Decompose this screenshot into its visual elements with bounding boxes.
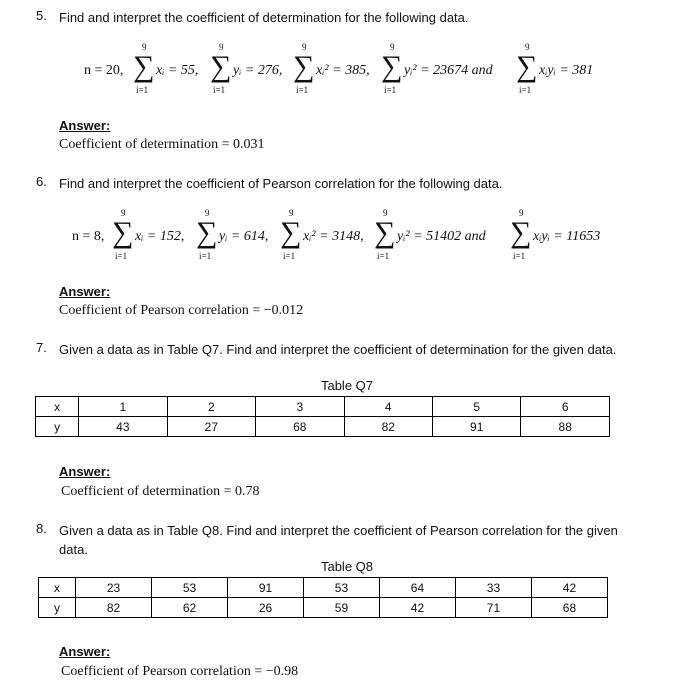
q5-sum3-upper: 9 [302, 42, 307, 52]
q8-answer: Coefficient of Pearson correlation = −0.98 [61, 664, 299, 679]
q8-x-cell: 42 [531, 578, 607, 598]
q5-sum1-upper: 9 [142, 42, 147, 52]
q5-sum2-sigma: ∑ [210, 50, 232, 83]
q8-text: Given a data as in Table Q8. Find and interpret the coefficient of Pearson correlation for the given data. [59, 523, 618, 557]
q7-answer: Coefficient of determination = 0.78 [61, 484, 260, 499]
q7-x-cell: 3 [256, 397, 344, 417]
q7-y-cell: 88 [521, 417, 610, 437]
q6-term1: xᵢ = 152, [135, 229, 185, 244]
q7-y-cell: 27 [167, 417, 255, 437]
q8-y-cell: 71 [455, 598, 531, 618]
q6-sum3-lower: i=1 [283, 251, 296, 261]
q6-answer-label: Answer: [59, 284, 111, 299]
q7-y-cell: 68 [256, 417, 344, 437]
q6-term4: yᵢ² = 51402 and [397, 229, 486, 244]
q6-term2: yᵢ = 614, [219, 229, 269, 244]
q5-term1: xᵢ = 55, [156, 63, 199, 78]
q7-y-cell: 91 [433, 417, 521, 437]
q7-text: Given a data as in Table Q7. Find and interpret the coefficient of determination for the given data. [59, 342, 617, 357]
q7-number: 7. [36, 340, 47, 355]
q8-answer-label: Answer: [59, 644, 111, 659]
q7-y-label: y [36, 417, 79, 437]
q8-y-cell: 62 [152, 598, 228, 618]
q8-x-cell: 33 [455, 578, 531, 598]
q5-sum3-lower: i=1 [296, 85, 309, 95]
q7-x-cell: 1 [79, 397, 167, 417]
q5-text: Find and interpret the coefficient of determination for the following data. [59, 10, 469, 25]
q5-sum4-lower: i=1 [384, 85, 397, 95]
q6-sum1-sigma: ∑ [112, 216, 134, 249]
q5-answer-label: Answer: [59, 118, 111, 133]
q6-sum2-upper: 9 [205, 208, 210, 218]
q8-y-cell: 42 [379, 598, 455, 618]
q7-x-label: x [36, 397, 79, 417]
q8-x-cell: 64 [379, 578, 455, 598]
q6-sum4-sigma: ∑ [374, 216, 396, 249]
q5-sum4-upper: 9 [390, 42, 395, 52]
q7-x-cell: 5 [433, 397, 521, 417]
q8-y-label: y [39, 598, 76, 618]
q7-x-cell: 4 [344, 397, 432, 417]
q6-sum4-lower: i=1 [377, 251, 390, 261]
q6-sum1-lower: i=1 [115, 251, 128, 261]
q5-sum2-upper: 9 [219, 42, 224, 52]
q7-answer-label: Answer: [59, 464, 111, 479]
q6-sum3-sigma: ∑ [280, 216, 302, 249]
q7-table-row-x [36, 397, 610, 417]
q5-sum1-sigma: ∑ [133, 50, 155, 83]
q6-sum2-lower: i=1 [199, 251, 212, 261]
q6-number: 6. [36, 174, 47, 189]
q6-sum1-upper: 9 [121, 208, 126, 218]
q7-x-cell: 2 [167, 397, 255, 417]
q8-table-row-x [39, 578, 608, 598]
q8-table-caption: Table Q8 [320, 559, 374, 574]
q6-n: n = 8, [72, 229, 105, 244]
q5-sum1-lower: i=1 [136, 85, 149, 95]
q8-x-cell: 91 [228, 578, 304, 598]
q5-answer: Coefficient of determination = 0.031 [59, 137, 265, 152]
q7-x-cell: 6 [521, 397, 610, 417]
q5-sum5-lower: i=1 [519, 85, 532, 95]
q5-term4: yᵢ² = 23674 and [404, 63, 493, 78]
q6-text: Find and interpret the coefficient of Pearson correlation for the following data. [59, 176, 503, 191]
q8-x-cell: 23 [76, 578, 152, 598]
q5-sum2-lower: i=1 [213, 85, 226, 95]
q6-answer: Coefficient of Pearson correlation = −0.012 [59, 303, 304, 318]
q8-table [38, 577, 608, 618]
q7-y-cell: 82 [344, 417, 432, 437]
q5-sum5-sigma: ∑ [516, 50, 538, 83]
q6-term3: xᵢ² = 3148, [303, 229, 364, 244]
q8-y-cell: 68 [531, 598, 607, 618]
q6-sum2-sigma: ∑ [196, 216, 218, 249]
q6-formula [72, 208, 652, 264]
q7-table [35, 396, 610, 437]
q5-formula [84, 42, 644, 98]
q8-y-cell: 82 [76, 598, 152, 618]
q5-term5: xᵢyᵢ = 381 [539, 63, 594, 78]
q5-term3: xᵢ² = 385, [316, 63, 370, 78]
q6-sum4-upper: 9 [383, 208, 388, 218]
q8-table-row-y [39, 598, 608, 618]
q5-sum5-upper: 9 [525, 42, 530, 52]
q5-n: n = 20, [84, 63, 124, 78]
q6-sum5-lower: i=1 [513, 251, 526, 261]
q8-number: 8. [36, 521, 47, 536]
q6-sum5-upper: 9 [519, 208, 524, 218]
q6-term5: xᵢyᵢ = 11653 [533, 229, 601, 244]
q8-x-cell: 53 [152, 578, 228, 598]
q7-table-row-y [36, 417, 610, 437]
q7-table-caption: Table Q7 [320, 378, 374, 393]
q8-x-label: x [39, 578, 76, 598]
q5-sum3-sigma: ∑ [293, 50, 315, 83]
q5-number: 5. [36, 8, 47, 23]
q5-sum4-sigma: ∑ [381, 50, 403, 83]
q8-y-cell: 26 [228, 598, 304, 618]
q7-y-cell: 43 [79, 417, 167, 437]
q8-x-cell: 53 [303, 578, 379, 598]
q6-sum5-sigma: ∑ [510, 216, 532, 249]
q8-y-cell: 59 [303, 598, 379, 618]
q5-term2: yᵢ = 276, [233, 63, 283, 78]
q6-sum3-upper: 9 [289, 208, 294, 218]
